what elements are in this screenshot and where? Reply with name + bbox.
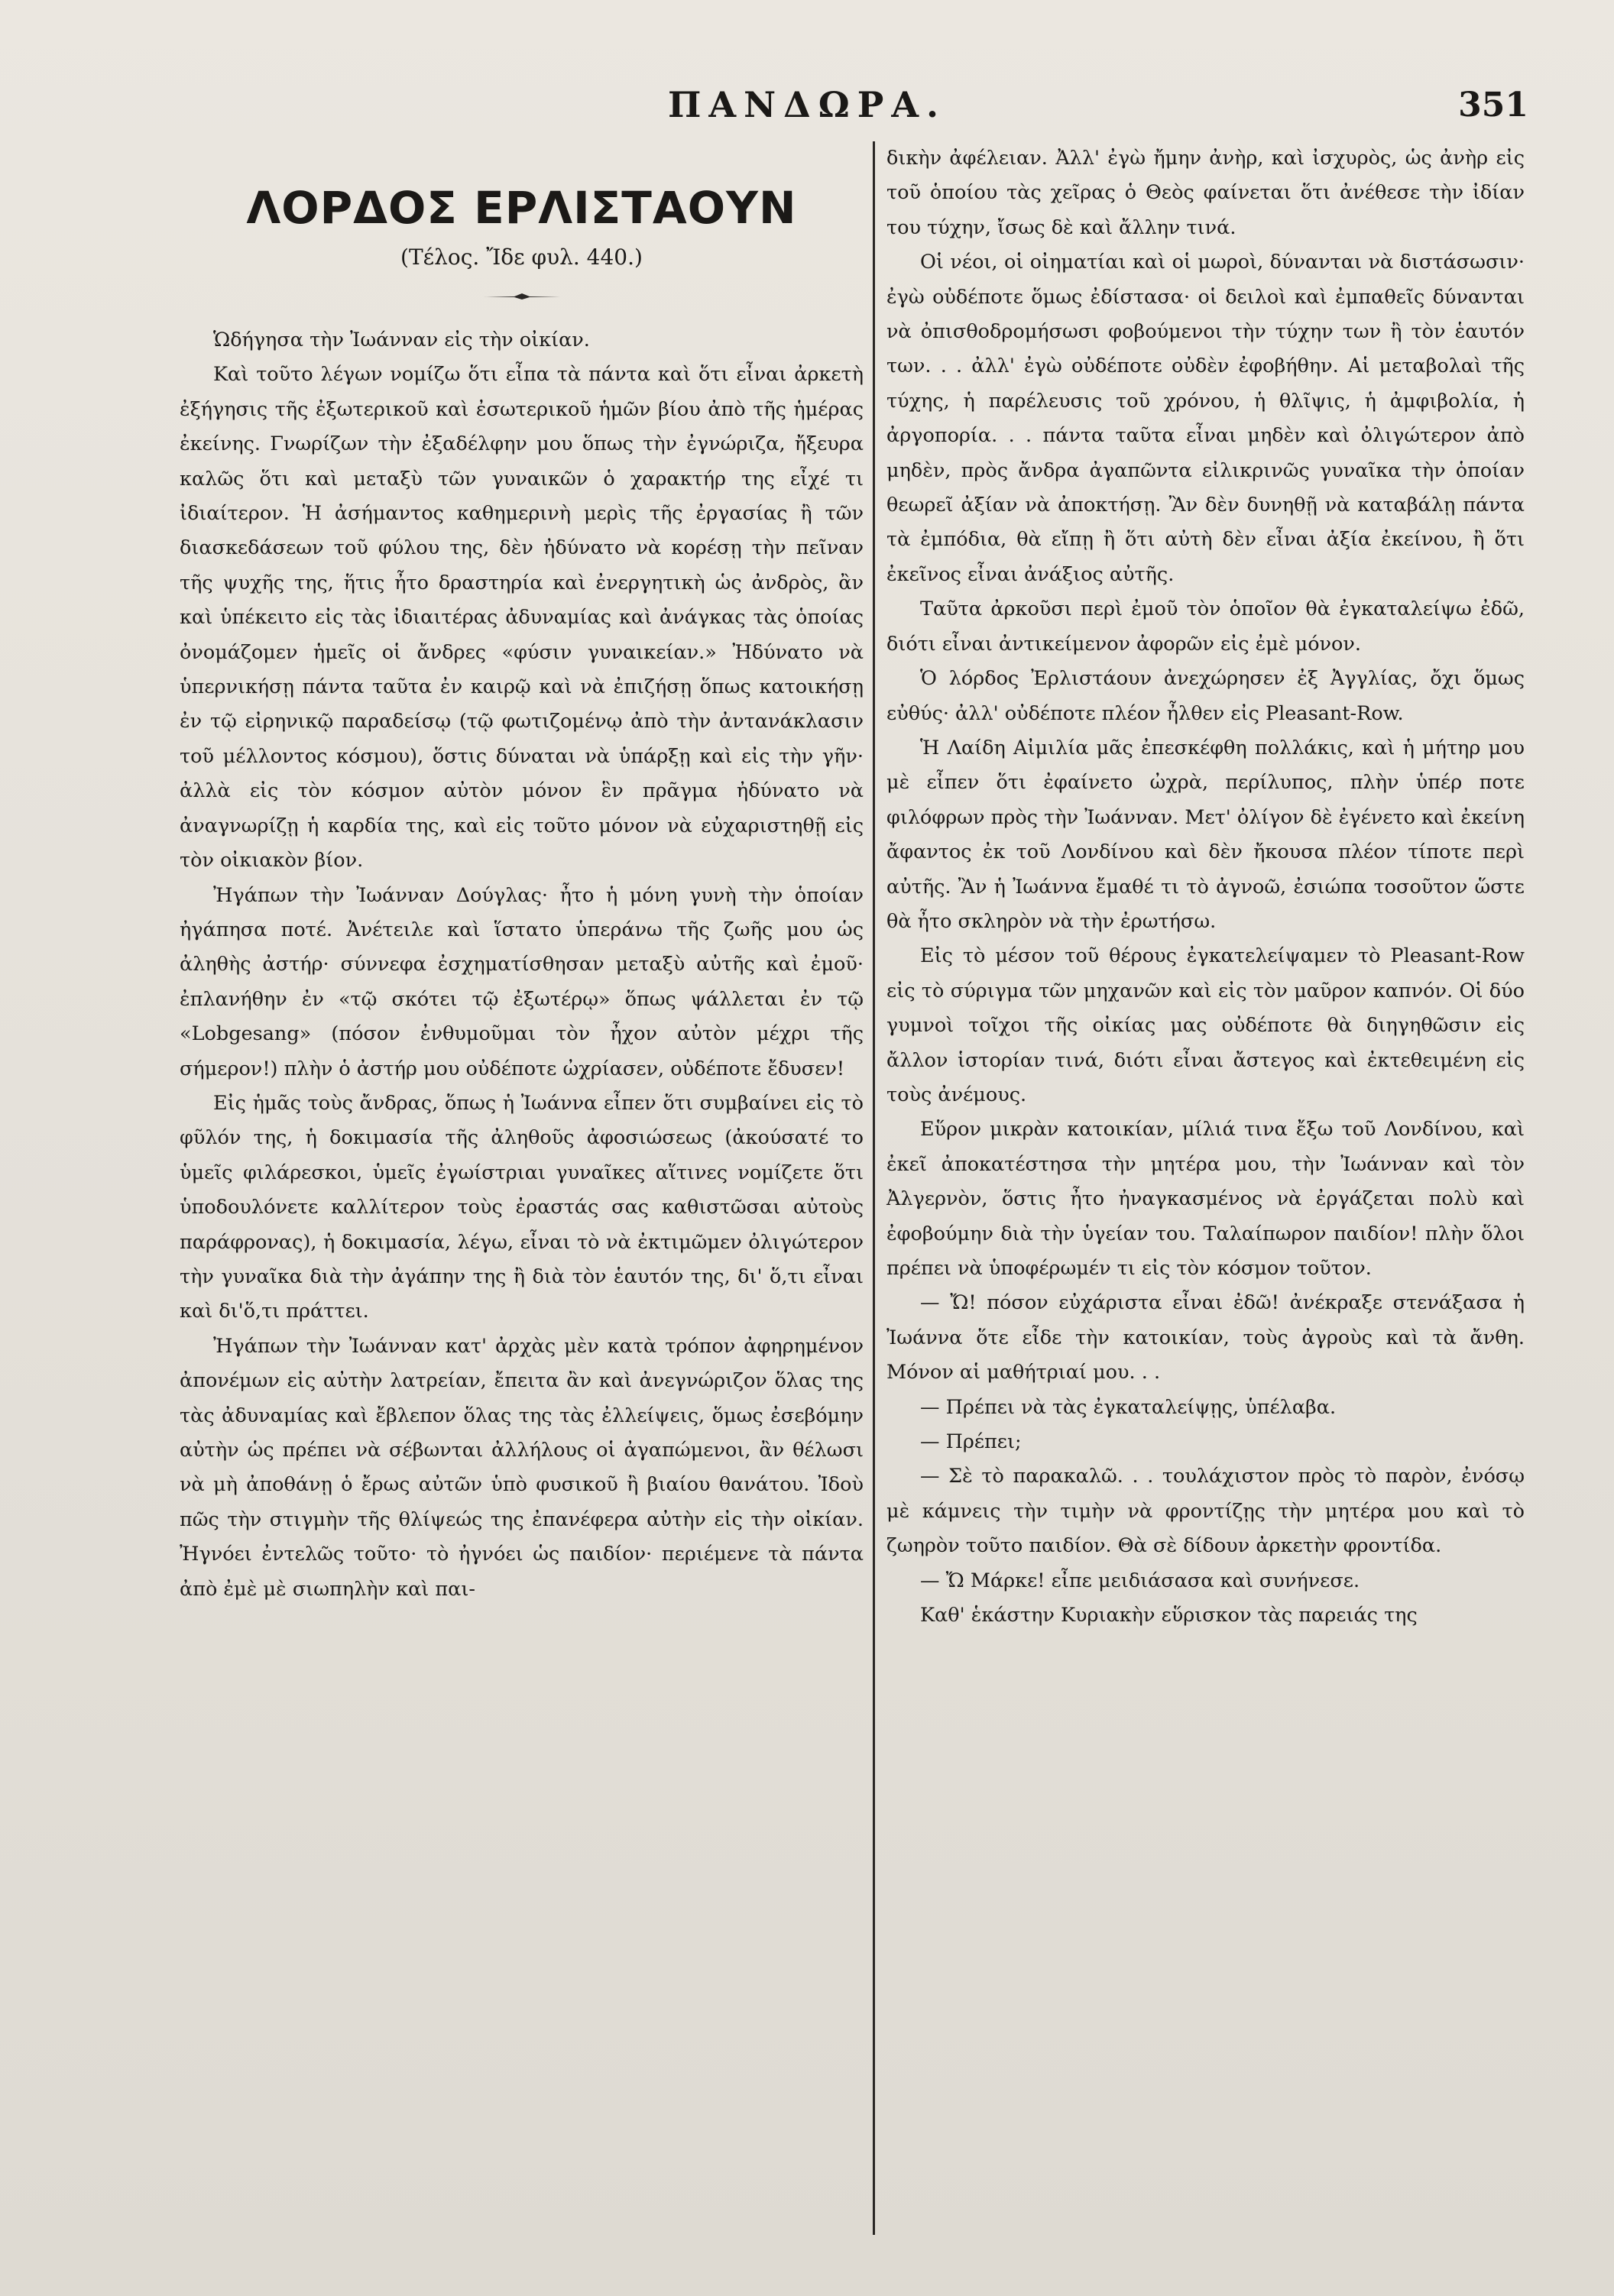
dialogue-line: — Πρέπει νὰ τὰς ἐγκαταλείψῃς, ὑπέλαβα.	[920, 1395, 1337, 1419]
page-number: 351	[1458, 86, 1528, 125]
paragraph: Ἠγάπων τὴν Ἰωάνναν Δούγλας· ἦτο ἡ μόνη γυνὴ τὴν ὁποίαν ἠγάπησα ποτέ. Ἀνέτειλε καὶ ἵστατο ὑπεράνω τῆς ζωῆς μου ὡς ἀληθὴς ἀστήρ· σύννεφα ἐσχηματίσθησαν μεταξὺ αὐτῆς καὶ ἐμοῦ· ἐπλανήθην ἐν «τῷ σκότει τῷ ἐξωτέρῳ» ὅπως ψάλλεται ἐν τῷ «Lobgesang» (πόσον ἐνθυμοῦμαι τὸν ἦχον αὐτὸν μέχρι τῆς σήμερον!) πλὴν ὁ ἀστήρ μου οὐδέποτε ὠχρίασεν, οὐδέποτε ἔδυσεν!	[180, 883, 864, 1080]
paragraph: Εἰς τὸ μέσον τοῦ θέρους ἐγκατελείψαμεν τὸ Pleasant-Row εἰς τὸ σύριγμα τῶν μηχανῶν καὶ εἰς τὸν μαῦρον καπνόν. Οἱ δύο γυμνοὶ τοῖχοι τῆς οἰκίας μας οὐδέποτε θὰ διηγηθῶσιν εἰς ἄλλον ἱστορίαν τινά, διότι εἶναι ἄστεγος καὶ ἐκτεθειμένη εἰς τοὺς ἀνέμους.	[886, 944, 1525, 1106]
dialogue-line: — Ὤ! πόσον εὐχάριστα εἶναι ἐδῶ! ἀνέκραξε στενάξασα ἡ Ἰωάννα ὅτε εἶδε τὴν κατοικίαν, τοὺς ἀγροὺς καὶ τὰ ἄνθη. Μόνον αἱ μαθήτριαί μου. . .	[886, 1291, 1525, 1384]
page-header	[0, 84, 1614, 138]
paragraph: Ὡδήγησα τὴν Ἰωάνναν εἰς τὴν οἰκίαν.	[213, 329, 590, 351]
left-column-text	[180, 323, 864, 1607]
left-column	[180, 141, 864, 1607]
paragraph: Ἠγάπων τὴν Ἰωάνναν κατ' ἀρχὰς μὲν κατὰ τρόπον ἀφηρημένον ἀπονέμων εἰς αὐτὴν λατρείαν, ἔπειτα ἂν καὶ ἀνεγνώριζον ὅλας της τὰς ἀδυναμίας καὶ ἔβλεπον ὅλας της τὰς ἐλλείψεις, ὅμως ἐσεβόμην αὐτὴν ὡς πρέπει νὰ σέβωνται ἀλλήλους οἱ ἀγαπώμενοι, ἂν θέλωσι νὰ μὴ ἀποθάνῃ ὁ ἔρως αὐτῶν ὑπὸ φυσικοῦ ἢ βιαίου θανάτου. Ἰδοὺ πῶς τὴν στιγμὴν τῆς θλίψεώς της ἐπανέφερα αὐτὴν εἰς τὴν οἰκίαν. Ἠγνόει ἐντελῶς τοῦτο· τὸ ἠγνόει ὡς παιδίον· περιέμενε τὰ πάντα ἀπὸ ἐμὲ μὲ σιωπηλὴν καὶ παι-	[180, 1334, 864, 1601]
dialogue-line: — Πρέπει;	[920, 1430, 1022, 1454]
running-title: ΠΑΝΔΩΡΑ.	[667, 84, 947, 125]
paragraph: Ταῦτα ἀρκοῦσι περὶ ἐμοῦ τὸν ὁποῖον θὰ ἐγκαταλείψω ἐδῶ, διότι εἶναι ἀντικείμενον ἀφορῶν εἰς ἐμὲ μόνον.	[886, 597, 1525, 656]
dialogue-line: — Ὤ Μάρκε! εἶπε μειδιάσασα καὶ συνήνεσε.	[920, 1569, 1360, 1592]
paragraph: δικὴν ἀφέλειαν. Ἀλλ' ἐγὼ ἤμην ἀνὴρ, καὶ ἰσχυρὸς, ὡς ἀνὴρ εἰς τοῦ ὁποίου τὰς χεῖρας ὁ Θεὸς φαίνεται ὅτι ἀνέθεσε τὴν ἰδίαν του τύχην, ἴσως δὲ καὶ ἄλλην τινά.	[886, 147, 1525, 239]
paragraph: Ἡ Λαίδη Αἰμιλία μᾶς ἐπεσκέφθη πολλάκις, καὶ ἡ μήτηρ μου μὲ εἶπεν ὅτι ἐφαίνετο ὠχρὰ, περίλυπος, πλὴν ὑπέρ ποτε φιλόφρων πρὸς τὴν Ἰωάνναν. Μετ' ὀλίγον δὲ ἐγένετο καὶ ἐκείνη ἄφαντος ἐκ τοῦ Λονδίνου καὶ δὲν ἤκουσα πλέον τίποτε περὶ αὐτῆς. Ἂν ἡ Ἰωάννα ἔμαθέ τι τὸ ἀγνοῶ, ἐσιώπα τοσοῦτον ὥστε θὰ ἦτο σκληρὸν νὰ τὴν ἐρωτήσω.	[886, 736, 1525, 933]
column-divider	[873, 141, 875, 2235]
article-title: ΛΟΡΔΟΣ ΕΡΛΙΣΤΑΟΥΝ	[246, 182, 797, 234]
right-column	[886, 141, 1525, 1633]
ornament-rule	[484, 293, 560, 300]
paragraph: Εὕρον μικρὰν κατοικίαν, μίλιά τινα ἔξω τοῦ Λονδίνου, καὶ ἐκεῖ ἀποκατέστησα τὴν μητέρα μου, τὴν Ἰωάνναν καὶ τὸν Ἀλγερνὸν, ὅστις ἦτο ἠναγκασμένος νὰ ἐργάζεται πολὺ καὶ ἐφοβούμην διὰ τὴν ὑγείαν του. Ταλαίπωρον παιδίον! πλὴν ὅλοι πρέπει νὰ ὑποφέρωμέν τι εἰς τὸν κόσμον τοῦτον.	[886, 1118, 1525, 1280]
right-column-text	[886, 141, 1525, 1633]
paragraph: Καὶ τοῦτο λέγων νομίζω ὅτι εἶπα τὰ πάντα καὶ ὅτι εἶναι ἀρκετὴ ἐξήγησις τῆς ἐξωτερικοῦ καὶ ἐσωτερικοῦ ἡμῶν βίου ἀπὸ τῆς ἡμέρας ἐκείνης. Γνωρίζων τὴν ἐξαδέλφην μου ὅπως τὴν ἐγνώριζα, ἤξευρα καλῶς ὅτι καὶ μεταξὺ τῶν γυναικῶν ὁ χαρακτήρ της εἶχέ τι ἰδιαίτερον. Ἡ ἀσήμαντος καθημερινὴ μερὶς τῆς ἐργασίας ἢ τῶν διασκεδάσεων τοῦ φύλου της, δὲν ἠδύνατο νὰ κορέσῃ τὴν πεῖναν τῆς ψυχῆς της, ἥτις ἦτο δραστηρία καὶ ἐνεργητικὴ ὡς ἀνδρὸς, ἂν καὶ ὑπέκειτο εἰς τὰς ἰδιαιτέρας ἀδυναμίας καὶ ἀνάγκας τὰς ὁποίας ὀνομάζομεν ἡμεῖς οἱ ἄνδρες «φύσιν γυναικείαν.» Ἠδύνατο νὰ ὑπερνικήσῃ πάντα ταῦτα ἐν καιρῷ καὶ νὰ ἐπιζήσῃ ὅπως κατοικήσῃ ἐν τῷ εἰρηνικῷ παραδείσῳ (τῷ φωτιζομένῳ ἀπὸ τὴν ἀντανάκλασιν τοῦ μέλλοντος κόσμου), ὅστις δύναται νὰ ὑπάρξῃ καὶ εἰς τὴν γῆν· ἀλλὰ εἰς τὸν κόσμον αὐτὸν μόνον ἓν πρᾶγμα ἠδύνατο νὰ ἀναγνωρίζῃ ἡ καρδία της, καὶ εἰς τοῦτο μόνον νὰ εὐχαριστηθῇ εἰς τὸν οἰκιακὸν βίον.	[180, 363, 864, 873]
article-continuation-note: (Τέλος. Ἴδε φυλ. 440.)	[400, 244, 643, 270]
paragraph: Ὁ λόρδος Ἐρλιστάουν ἀνεχώρησεν ἐξ Ἀγγλίας, ὄχι ὅμως εὐθύς· ἀλλ' οὐδέποτε πλέον ἦλθεν εἰς Pleasant-Row.	[886, 667, 1525, 725]
paragraph: Καθ' ἑκάστην Κυριακὴν εὕρισκον τὰς παρειάς της	[920, 1604, 1418, 1627]
paragraph: Εἰς ἡμᾶς τοὺς ἄνδρας, ὅπως ἡ Ἰωάννα εἶπεν ὅτι συμβαίνει εἰς τὸ φῦλόν της, ἡ δοκιμασία τῆς ἀληθοῦς ἀφοσιώσεως (ἀκούσατέ το ὑμεῖς φιλάρεσκοι, ὑμεῖς ἐγωίστριαι γυναῖκες αἵτινες νομίζετε ὅτι ὑποδουλόνετε καλλίτερον τοὺς ἐραστάς σας καθιστῶσαι αὐτοὺς παράφρονας), ἡ δοκιμασία, λέγω, εἶναι τὸ νὰ ἐκτιμῶμεν ὀλιγώτερον τὴν γυναῖκα διὰ τὴν ἀγάπην της ἢ διὰ τὸν ἑαυτόν της, δι' ὅ,τι εἶναι καὶ δι'ὅ,τι πράττει.	[180, 1091, 864, 1323]
paragraph: Οἱ νέοι, οἱ οἰηματίαι καὶ οἱ μωροὶ, δύνανται νὰ διστάσωσιν· ἐγὼ οὐδέποτε ὅμως ἐδίστασα· οἱ δειλοὶ καὶ ἐμπαθεῖς δύνανται νὰ ὀπισθοδρομήσωσι φοβούμενοι τὴν τύχην των ἢ τὸν ἑαυτόν των. . . ἀλλ' ἐγὼ οὐδέποτε οὐδὲν ἐφοβήθην. Αἱ μεταβολαὶ τῆς τύχης, ἡ παρέλευσις τοῦ χρόνου, ἡ θλῖψις, ἡ ἀμφιβολία, ἡ ἀργοπορία. . . πάντα ταῦτα εἶναι μηδὲν καὶ ὀλιγώτερον ἀπὸ μηδὲν, πρὸς ἄνδρα ἀγαπῶντα εἰλικρινῶς γυναῖκα τὴν ὁποίαν θεωρεῖ ἀξίαν νὰ ἀποκτήσῃ. Ἂν δὲν δυνηθῇ νὰ καταβάλῃ πάντα τὰ ἐμπόδια, θὰ εἴπῃ ἢ ὅτι αὐτὴ δὲν εἶναι ἀξία ἐκείνου, ἢ ὅτι ἐκεῖνος εἶναι ἀνάξιος αὐτῆς.	[886, 251, 1525, 586]
dialogue-line: — Σὲ τὸ παρακαλῶ. . . τουλάχιστον πρὸς τὸ παρὸν, ἐνόσῳ μὲ κάμνεις τὴν τιμὴν νὰ φροντίζῃς τὴν μητέρα μου καὶ τὸ ζωηρὸν τοῦτο παιδίον. Θὰ σὲ δίδουν ἀρκετὴν φροντίδα.	[886, 1465, 1525, 1558]
